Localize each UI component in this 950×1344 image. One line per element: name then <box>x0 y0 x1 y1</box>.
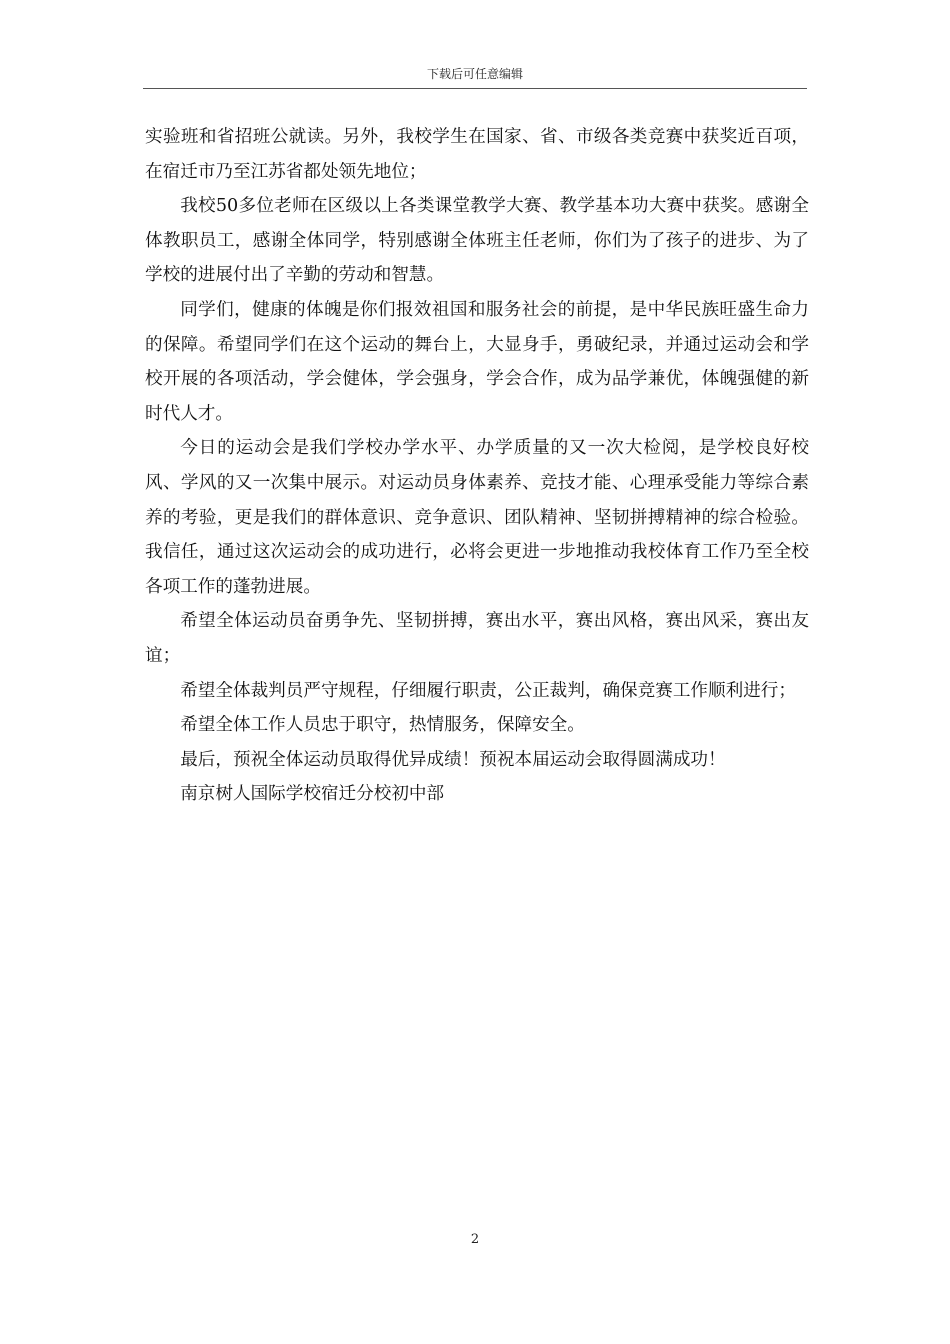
paragraph-athletes-hope: 希望全体运动员奋勇争先、坚韧拼搏，赛出水平，赛出风格，赛出风采，赛出友谊； <box>145 611 809 666</box>
page-number: 2 <box>470 1232 480 1247</box>
page-header: 下载后可任意编辑 <box>426 67 523 81</box>
paragraph-continued: 实验班和省招班公就读。另外，我校学生在国家、省、市级各类竞赛中获奖近百项，在宿迁市乃至江苏省都处领先地位； <box>145 127 809 182</box>
paragraph-students-health: 同学们，健康的体魄是你们报效祖国和服务社会的前提，是中华民族旺盛生命力的保障。希望同学们在这个运动的舞台上，大显身手，勇破纪录，并通过运动会和学校开展的各项活动，学会健体，学会强身，学会合作，成为品学兼优，体魄强健的新时代人才。 <box>145 299 809 424</box>
paragraph-sports-meet: 今日的运动会是我们学校办学水平、办学质量的又一次大检阅，是学校良好校风、学风的又一次集中展示。对运动员身体素养、竞技才能、心理承受能力等综合素养的考验，更是我们的群体意识、竞争意识、团队精神、坚韧拼搏精神的综合检验。我信任，通过这次运动会的成功进行，必将会更进一步地推动我校体育工作乃至全校各项工作的蓬勃进展。 <box>145 438 809 597</box>
paragraph-referees-hope: 希望全体裁判员严守规程，仔细履行职责，公正裁判，确保竞赛工作顺利进行； <box>180 680 796 701</box>
paragraph-teacher-awards: 我校50多位老师在区级以上各类课堂教学大赛、教学基本功大赛中获奖。感谢全体教职员工，感谢全体同学，特别感谢全体班主任老师，你们为了孩子的进步、为了学校的进展付出了辛勤的劳动和智慧。 <box>145 196 809 286</box>
signature-school-name: 南京树人国际学校宿迁分校初中部 <box>180 784 445 805</box>
paragraph-closing-wish: 最后，预祝全体运动员取得优异成绩！预祝本届运动会取得圆满成功！ <box>180 749 726 770</box>
document-body <box>145 120 809 812</box>
header-divider <box>143 88 807 89</box>
paragraph-staff-hope: 希望全体工作人员忠于职守，热情服务，保障安全。 <box>180 715 585 736</box>
